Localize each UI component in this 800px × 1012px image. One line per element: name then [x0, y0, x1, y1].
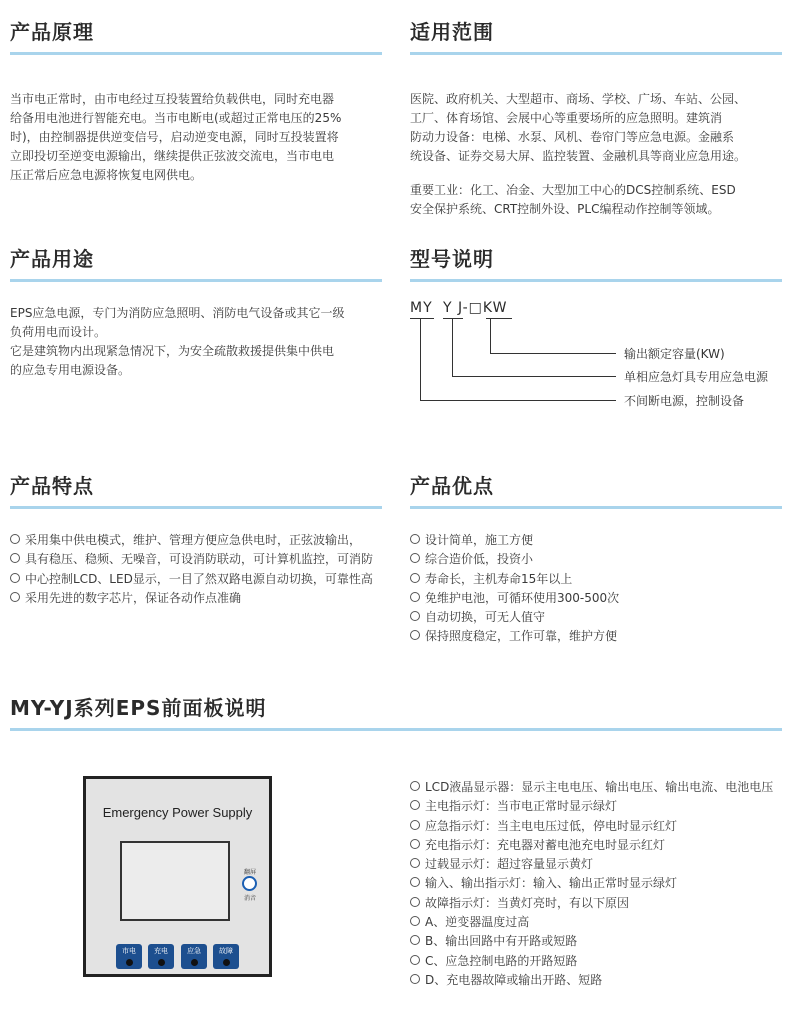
circle-bullet-icon [410, 820, 420, 830]
indicator-lamp [223, 959, 230, 966]
scope-line: 工厂、体育场馆、会展中心等重要场所的应急照明。建筑消 [410, 111, 723, 125]
model-code-prefix: MY [410, 300, 433, 316]
model-code-suffix: Y J-□KW [443, 300, 508, 316]
circle-bullet-icon [410, 592, 420, 602]
circle-bullet-icon [10, 573, 20, 583]
section-features [10, 472, 382, 608]
section-divider [410, 52, 782, 55]
principle-line: 当市电正常时，由市电经过互投装置给负载供电，同时充电器 [10, 92, 335, 106]
circle-bullet-icon [410, 611, 420, 621]
model-label-ups: 不间断电源，控制设备 [624, 394, 745, 408]
circle-bullet-icon [410, 955, 420, 965]
knob-label-mute: 消音 [244, 895, 257, 902]
section-title: 型号说明 [410, 247, 494, 271]
list-item: 免维护电池，可循环使用300-500次 [410, 589, 782, 608]
usage-line: EPS应急电源，专门为消防应急照明、消防电气设备或其它一级 [10, 306, 345, 320]
principle-line: 时)，由控制器提供逆变信号，启动逆变电源，同时互投装置将 [10, 130, 339, 144]
circle-bullet-icon [10, 592, 20, 602]
section-title: 产品原理 [10, 20, 94, 44]
circle-bullet-icon [410, 877, 420, 887]
page-mute-knob[interactable] [242, 876, 257, 891]
scope-line: 防动力设备：电梯、水泵、风机、卷帘门等应急电源。金融系 [410, 130, 735, 144]
list-item: 设计简单，施工方便 [410, 531, 782, 550]
circle-bullet-icon [410, 897, 420, 907]
circle-bullet-icon [410, 534, 420, 544]
panel-title: Emergency Power Supply [102, 805, 253, 820]
list-item: B、输出回路中有开路或短路 [410, 932, 795, 951]
list-item: 综合造价低，投资小 [410, 550, 782, 569]
circle-bullet-icon [410, 781, 420, 791]
indicator-lamp [158, 959, 165, 966]
section-divider [10, 506, 382, 509]
section-divider [10, 728, 782, 731]
list-item: 寿命长，主机寿命15年以上 [410, 570, 782, 589]
section-advantages [410, 472, 782, 647]
indicator-fault: 故障 [213, 944, 239, 969]
section-title: MY-YJ系列EPS前面板说明 [10, 696, 267, 720]
panel-description-list [410, 778, 795, 990]
circle-bullet-icon [410, 935, 420, 945]
model-leader [452, 319, 453, 376]
section-scope [410, 18, 782, 219]
list-item: 充电指示灯：充电器对蓄电池充电时显示红灯 [410, 836, 795, 855]
scope-line: 重要工业：化工、冶金、大型加工中心的DCS控制系统、ESD [410, 183, 736, 197]
section-title: 适用范围 [410, 20, 494, 44]
circle-bullet-icon [410, 553, 420, 563]
eps-front-panel [83, 776, 272, 977]
model-underline [410, 318, 434, 319]
list-item: D、充电器故障或输出开路、短路 [410, 971, 795, 990]
list-item: 输入、输出指示灯：输入、输出正常时显示绿灯 [410, 874, 795, 893]
model-leader [420, 400, 616, 401]
usage-line: 负荷用电而设计。 [10, 325, 107, 339]
circle-bullet-icon [410, 630, 420, 640]
list-item: 故障指示灯：当黄灯亮时，有以下原因 [410, 894, 795, 913]
section-divider [10, 52, 382, 55]
principle-line: 压正常后应急电源将恢复电网供电。 [10, 168, 203, 182]
circle-bullet-icon [410, 974, 420, 984]
list-item: 自动切换，可无人值守 [410, 608, 782, 627]
model-underline [443, 318, 463, 319]
model-label-type: 单相应急灯具专用应急电源 [624, 370, 769, 384]
circle-bullet-icon [10, 553, 20, 563]
section-divider [10, 279, 382, 282]
section-title: 产品特点 [10, 474, 94, 498]
usage-line: 的应急专用电源设备。 [10, 363, 131, 377]
usage-line: 它是建筑物内出现紧急情况下，为安全疏散救援提供集中供电 [10, 344, 335, 358]
indicator-mains: 市电 [116, 944, 142, 969]
list-item: 过载显示灯：超过容量显示黄灯 [410, 855, 795, 874]
section-divider [410, 279, 782, 282]
model-label-capacity: 输出额定容量(KW) [624, 347, 725, 361]
section-front-panel [10, 694, 782, 731]
section-title: 产品优点 [410, 474, 494, 498]
lcd-display [120, 841, 230, 921]
circle-bullet-icon [410, 573, 420, 583]
circle-bullet-icon [410, 858, 420, 868]
list-item: C、应急控制电路的开路短路 [410, 952, 795, 971]
principle-line: 立即投切至逆变电源输出，继续提供正弦波交流电，当市电电 [10, 149, 335, 163]
scope-line: 安全保护系统、CRT控制外设、PLC编程动作控制等领域。 [410, 202, 720, 216]
circle-bullet-icon [410, 916, 420, 926]
model-leader [490, 319, 491, 353]
model-leader [452, 376, 616, 377]
list-item: 中心控制LCD、LED显示，一目了然双路电源自动切换，可靠性高 [10, 570, 382, 589]
indicator-lamp [126, 959, 133, 966]
section-divider [410, 506, 782, 509]
list-item: LCD液晶显示器：显示主电电压、输出电压、输出电流、电池电压 [410, 778, 795, 797]
list-item: 采用集中供电模式，维护、管理方便应急供电时，正弦波输出， [10, 531, 382, 550]
circle-bullet-icon [410, 800, 420, 810]
principle-line: 给备用电池进行智能充电。当市电断电(或超过正常电压的25% [10, 111, 342, 125]
list-item: 保持照度稳定，工作可靠，维护方便 [410, 627, 782, 646]
indicator-emergency: 应急 [181, 944, 207, 969]
list-item: 具有稳压、稳频、无噪音，可设消防联动，可计算机监控，可消防 [10, 550, 382, 569]
section-model [410, 245, 782, 282]
list-item: A、逆变器温度过高 [410, 913, 795, 932]
section-principle [10, 18, 382, 185]
scope-line: 医院、政府机关、大型超市、商场、学校、广场、车站、公园、 [410, 92, 747, 106]
list-item: 采用先进的数字芯片，保证各动作点准确 [10, 589, 382, 608]
scope-line: 统设备、证券交易大屏、监控装置、金融机具等商业应急用途。 [410, 149, 747, 163]
circle-bullet-icon [10, 534, 20, 544]
knob-label-page: 翻屏 [244, 869, 257, 876]
list-item: 主电指示灯：当市电正常时显示绿灯 [410, 797, 795, 816]
indicator-charging: 充电 [148, 944, 174, 969]
section-title: 产品用途 [10, 247, 94, 271]
section-usage [10, 245, 382, 380]
list-item: 应急指示灯：当主电电压过低，停电时显示红灯 [410, 817, 795, 836]
indicator-lamp [191, 959, 198, 966]
model-leader [420, 319, 421, 400]
model-leader [490, 353, 616, 354]
circle-bullet-icon [410, 839, 420, 849]
